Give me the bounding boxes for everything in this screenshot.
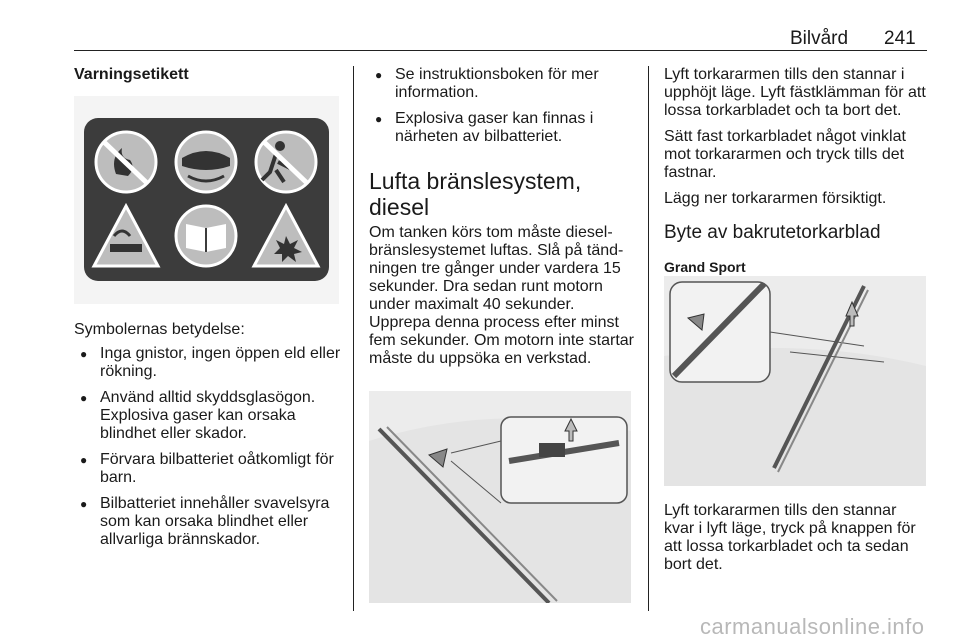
subheading-grand-sport: Grand Sport: [664, 259, 746, 275]
column-3-text: [664, 502, 930, 574]
wiper-blade-figure: [369, 391, 631, 603]
list-item: ● Bilbatteriet innehåller svavelsyra som kan orsaka blindhet eller allvarliga brännskador.: [74, 495, 344, 549]
section-heading-fuel-bleed: Lufta bränslesystem, diesel: [369, 168, 582, 220]
symbols-list-continued: [369, 66, 637, 146]
list-item: ● Explosiva gaser kan finnas i närheten av bilbatteriet.: [369, 110, 637, 146]
rear-wiper-figure: [664, 276, 926, 486]
column-2: [369, 66, 637, 416]
list-item: ● Se instruktionsboken för mer information.: [369, 66, 637, 102]
rear-wiper-paragraph: Lyft torkararmen tills den stannar kvar i lyft läge, tryck på knappen för att lossa torkarbladet och ta sedan bort det.: [664, 502, 916, 573]
page-header-section: Bilvård: [790, 28, 849, 49]
list-item: ● Förvara bilbatteriet oåtkomligt för barn.: [74, 451, 344, 487]
lift-wiper-paragraph: Lyft torkararmen tills den stannar i upphöjt läge. Lyft fästklämman för att lossa torkarbladet och ta bort det.: [664, 66, 926, 119]
read-manual-icon: [176, 206, 236, 266]
column-1: [74, 66, 344, 84]
no-fire-icon: [96, 132, 156, 192]
column-1-text: [74, 321, 344, 549]
section-heading-rear-wiper: Byte av bakrutetorkarblad: [664, 222, 881, 243]
symbols-list: [74, 345, 344, 549]
fuel-bleed-paragraph: Om tanken körs tom måste diesel-bränslesystemet luftas. Slå på tänd-ningen tre gånger under vardera 15 sekunder. Dra sedan runt motorn under maximalt 40 sekunder. Upprepa denna process efter minst fem sekunder. Om motorn inte startar måste du uppsöka en verkstad.: [369, 224, 634, 367]
warning-label-figure: [74, 96, 339, 304]
watermark: carmanualsonline.info: [700, 614, 925, 639]
page-number: 241: [884, 28, 916, 49]
symbols-intro: Symbolernas betydelse:: [74, 321, 245, 338]
safety-goggles-icon: [176, 132, 236, 192]
list-item: ● Inga gnistor, ingen öppen eld eller rökning.: [74, 345, 344, 381]
column-3: [664, 66, 930, 276]
column-divider-1: [353, 66, 354, 611]
keep-away-children-icon: [256, 132, 316, 192]
lower-wiper-paragraph: Lägg ner torkararmen försiktigt.: [664, 190, 887, 207]
list-item: ● Använd alltid skyddsglasögon. Explosiva gaser kan orsaka blindhet eller skador.: [74, 389, 344, 443]
warning-label-heading: Varningsetikett: [74, 66, 189, 83]
attach-blade-paragraph: Sätt fast torkarbladet något vinklat mot torkararmen och tryck tills det fastnar.: [664, 128, 906, 181]
column-divider-2: [648, 66, 649, 611]
header-rule: [74, 50, 927, 51]
